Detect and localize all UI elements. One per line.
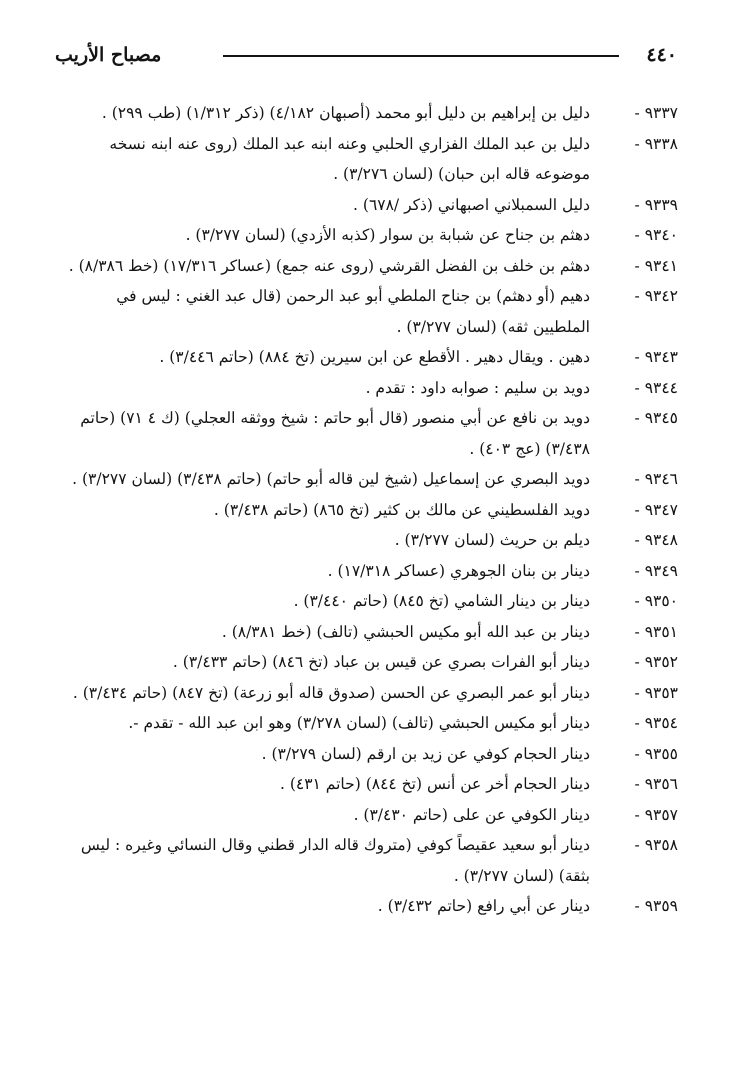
running-title: مصباح الأريب — [55, 44, 162, 66]
entry-text: دينار أبو مكيس الحبشي (تالف) (لسان ٣/٢٧٨) وهو ابن عبد الله - تقدم -. — [128, 714, 590, 732]
entry — [62, 891, 678, 922]
entry-text: دليل بن عبد الملك الفزاري الحلبي وعنه ابنه عبد الملك (روى عنه ابنه نسخه موضوعه قاله ابن حبان) (لسان ٣/٢٧٦) . — [109, 134, 590, 183]
entry-number: ٩٣٤٥ - — [634, 409, 678, 427]
entry — [62, 769, 678, 800]
entry-number: ٩٣٤٧ - — [634, 500, 678, 519]
entry-number: ٩٣٤٤ - — [634, 378, 678, 397]
entry — [62, 617, 678, 648]
entry — [62, 708, 678, 739]
entry — [62, 739, 678, 770]
entry-number: ٩٣٤٠ - — [634, 226, 678, 244]
entry-number: ٩٣٥٢ - — [634, 653, 678, 671]
entry — [62, 342, 678, 373]
entry — [62, 98, 678, 129]
header-rule — [223, 55, 619, 57]
entry-text: دهيم (أو دهثم) بن جناح الملطي أبو عبد الرحمن (قال عبد الغني : ليس في الملطيين ثقه) (لسان ٣/٢٧٧) . — [116, 287, 590, 336]
entry-number: ٩٣٣٧ - — [634, 104, 678, 122]
entry-text: دينار أبو الفرات بصري عن قيس بن عباد (تخ ٨٤٦) (حاتم ٣/٤٣٣) . — [172, 653, 590, 671]
entry-number: ٩٣٥٠ - — [634, 592, 678, 610]
entry-text: دليل السمبلاني اصبهاني (ذكر /٦٧٨) . — [353, 195, 590, 214]
entry-number: ٩٣٥٩ - — [634, 897, 678, 915]
entry-text: دينار عن أبي رافع (حاتم ٣/٤٣٢) . — [377, 897, 590, 915]
entry-number: ٩٣٥١ - — [634, 622, 678, 641]
entry — [62, 830, 678, 891]
entry — [62, 190, 678, 221]
entry — [62, 647, 678, 678]
entry-text: دويد البصري عن إسماعيل (شيخ لين قاله أبو حاتم) (حاتم ٣/٤٣٨) (لسان ٣/٢٧٧) . — [72, 470, 590, 488]
entry — [62, 495, 678, 526]
entry-text: دينار الحجام كوفي عن زيد بن ارقم (لسان ٣/٢٧٩) . — [261, 744, 590, 763]
entry-text: دينار بن عبد الله أبو مكيس الحبشي (تالف) (خط ٨/٣٨١) . — [221, 622, 590, 641]
entry-number: ٩٣٤١ - — [634, 256, 678, 275]
entry-number: ٩٣٤٦ - — [634, 470, 678, 488]
entry — [62, 556, 678, 587]
entry-number: ٩٣٥٨ - — [634, 836, 678, 854]
entry — [62, 678, 678, 709]
entry-number: ٩٣٤٢ - — [634, 287, 678, 305]
entry-text: دينار بن بنان الجوهري (عساكر ١٧/٣١٨) . — [327, 561, 590, 580]
entry-text: دينار الكوفي عن على (حاتم ٣/٤٣٠) . — [353, 805, 590, 824]
entry-text: دويد الفلسطيني عن مالك بن كثير (تخ ٨٦٥) (حاتم ٣/٤٣٨) . — [213, 500, 590, 519]
entry-text: دليل بن إبراهيم بن دليل أبو محمد (أصبهان ٤/١٨٢) (ذكر ١/٣١٢) (طب ٢٩٩) . — [101, 104, 590, 122]
entry-number: ٩٣٥٧ - — [634, 805, 678, 824]
page-header — [55, 40, 677, 70]
entry-number: ٩٣٥٣ - — [634, 683, 678, 702]
entry-number: ٩٣٥٦ - — [634, 775, 678, 793]
entry — [62, 800, 678, 831]
entry-text: دينار أبو سعيد عقيصاً كوفي (متروك قاله الدار قطني وقال النسائي وغيره : ليس بثقة) (لسان ٣/٢٧٧) . — [80, 836, 590, 885]
entry-number: ٩٣٤٨ - — [634, 531, 678, 549]
entry-text: دهثم بن خلف بن الفضل القرشي (روى عنه جمع) (عساكر ١٧/٣١٦) (خط ٨/٣٨٦) . — [68, 256, 590, 275]
entry — [62, 129, 678, 190]
entry-number: ٩٣٥٥ - — [634, 744, 678, 763]
entry-text: دهين . ويقال دهير . الأقطع عن ابن سيرين (تخ ٨٨٤) (حاتم ٣/٤٤٦) . — [159, 348, 590, 366]
entry-text: دهثم بن جناح عن شبابة بن سوار (كذبه الأزدي) (لسان ٣/٢٧٧) . — [185, 226, 590, 244]
entry — [62, 586, 678, 617]
entry-number: ٩٣٥٤ - — [634, 714, 678, 732]
entry — [62, 373, 678, 404]
entry-text: دينار أبو عمر البصري عن الحسن (صدوق قاله أبو زرعة) (تخ ٨٤٧) (حاتم ٣/٤٣٤) . — [72, 683, 590, 702]
entry — [62, 403, 678, 464]
entry — [62, 220, 678, 251]
entry-number: ٩٣٤٣ - — [634, 348, 678, 366]
entry — [62, 464, 678, 495]
page-number: ٤٤٠ — [646, 44, 677, 66]
entry-text: دينار الحجام أخر عن أنس (تخ ٨٤٤) (حاتم ٤٣١) . — [279, 775, 590, 793]
entry-number: ٩٣٤٩ - — [634, 561, 678, 580]
entry-text: دينار بن دينار الشامي (تخ ٨٤٥) (حاتم ٣/٤٤٠) . — [293, 592, 590, 610]
entry-number: ٩٣٣٩ - — [634, 195, 678, 214]
entry — [62, 525, 678, 556]
entries-list — [62, 98, 678, 922]
entry — [62, 281, 678, 342]
entry-text: دويد بن نافع عن أبي منصور (قال أبو حاتم : شيخ ووثقه العجلي) (ك ٤ ٧١) (حاتم ٣/٤٣٨) (عج ٤٠٣) . — [80, 409, 590, 458]
entry-number: ٩٣٣٨ - — [634, 134, 678, 153]
entry-text: دويد بن سليم : صوابه داود : تقدم . — [365, 378, 590, 397]
entry — [62, 251, 678, 282]
entry-text: ديلم بن حريث (لسان ٣/٢٧٧) . — [394, 531, 590, 549]
